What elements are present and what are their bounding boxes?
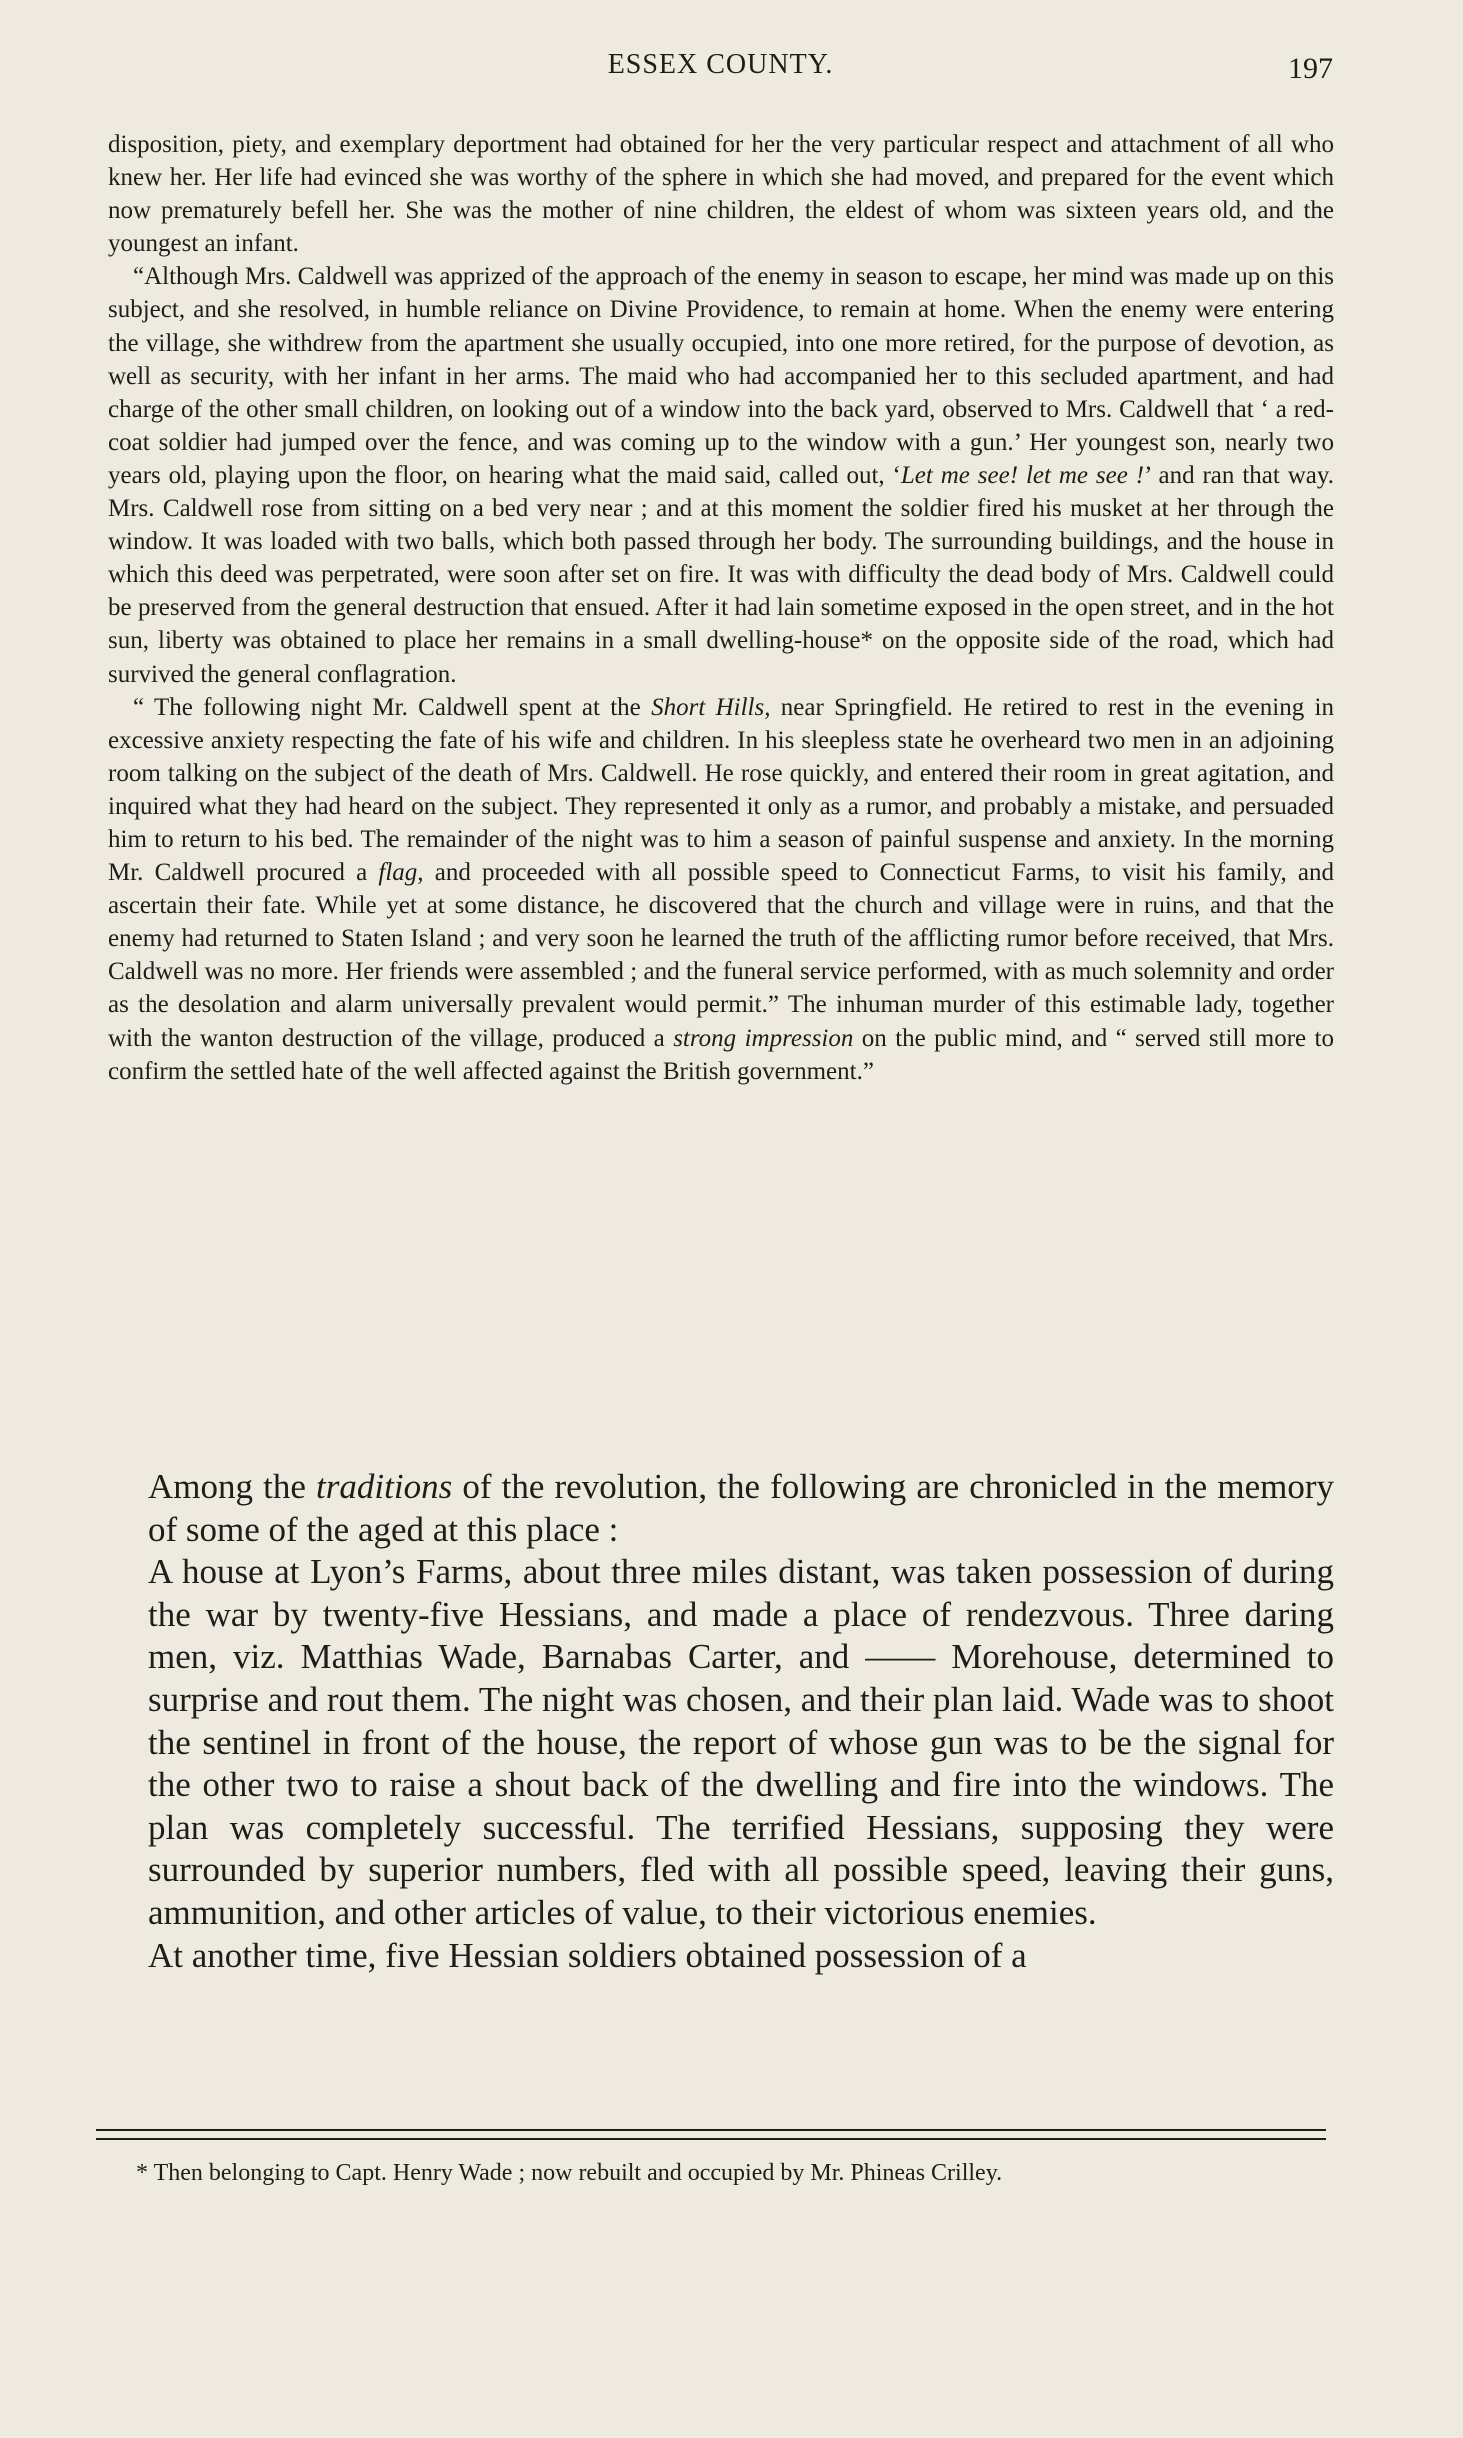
quote-paragraph-2-part-1: “Although Mrs. Caldwell was apprized of the approach of the enemy in season to escape, her mind was made up on this subject, and she resolved, in humble reliance on Divine Providence, to remain at home. When the enemy were entering the village, she withdrew from the apartment she usually occupied, into one more retired, for the purpose of devotion, as well as security, with her infant in her arms. The maid who had accompanied her to this secluded apartment, and had charge of the other small children, on looking out of a window into the back yard, observed to Mrs. Caldwell that ‘ a red-coat soldier had jumped over the fence, and was coming up to the window with a gun.’ Her youngest son, nearly two years old, playing upon the floor, on hearing what the maid said, called out, ‘ (108, 263, 1334, 489)
quote-paragraph-3-part-1: “ The following night Mr. Caldwell spent at the (133, 693, 652, 721)
main-paragraph-1-part-1: Among the (148, 1467, 317, 1506)
page-number: 197 (1288, 52, 1333, 85)
quoted-narrative (108, 128, 1334, 1451)
footnote-text: Then belonging to Capt. Henry Wade ; now rebuilt and occupied by Mr. Phineas Crilley. (148, 2160, 1003, 2186)
quote-paragraph-3-italic-3: strong impression (673, 1024, 854, 1052)
quote-paragraph-3-italic-1: Short Hills, (651, 693, 771, 721)
main-paragraph-1-italic: traditions (316, 1467, 453, 1506)
quote-paragraph-3-part-4: on the public mind, and “ served still more to confirm the settled hate of the well affected against the British government.” (108, 1024, 1334, 1085)
quote-paragraph-2 (108, 260, 1334, 690)
footnote-mark: * (136, 2160, 148, 2186)
main-narrative (148, 1466, 1334, 2076)
footnote-rule-top (96, 2129, 1326, 2131)
main-paragraph-1-part-2: of the revolution, the following are chronicled in the memory of some of the aged at this place : (148, 1467, 1334, 1549)
main-paragraph-1 (148, 1466, 1334, 1551)
quote-paragraph-3 (108, 691, 1334, 1088)
quote-paragraph-1-text: disposition, piety, and exemplary deportment had obtained for her the very particular respect and attachment of all who knew her. Her life had evinced she was worthy of the sphere in which she had moved, and prepared for the event which now prematurely befell her. She was the mother of nine children, the eldest of whom was sixteen years old, and the youngest an infant. (108, 131, 1334, 258)
quote-paragraph-3-part-3: and proceeded with all possible speed to Connecticut Farms, to visit his family, and ascertain their fate. While yet at some distance, he discovered that the church and village were in ruins, and that the enemy had returned to Staten Island ; and very soon he learned the truth of the afflicting rumor before received, that Mrs. Caldwell was no more. Her friends were assembled ; and the funeral service performed, with as much solemnity and order as the desolation and alarm universally prevalent would permit.” The inhuman murder of this estimable lady, together with the wanton destruction of the village, produced a (108, 859, 1334, 1052)
quote-paragraph-2-part-2: ’ and ran that way. Mrs. Caldwell rose from sitting on a bed very near ; and at this moment the soldier fired his musket at her through the window. It was loaded with two balls, which both passed through her body. The surrounding buildings, and the house in which this deed was perpetrated, were soon after set on fire. It was with difficulty the dead body of Mrs. Caldwell could be preserved from the general destruction that ensued. After it had lain sometime exposed in the open street, and in the hot sun, liberty was obtained to place her remains in a small dwelling-house* on the opposite side of the road, which had survived the general conflagration. (108, 461, 1334, 688)
footnote-rule-bottom (96, 2138, 1326, 2140)
quote-paragraph-3-part-2: near Springfield. He retired to rest in the evening in excessive anxiety respecting the fate of his wife and children. In his sleepless state he overheard two men in an adjoining room talking on the subject of the death of Mrs. Caldwell. He rose quickly, and entered their room in great agitation, and inquired what they had heard on the subject. They represented it only as a rumor, and probably a mistake, and persuaded him to return to his bed. The remainder of the night was to him a season of painful suspense and anxiety. In the morning Mr. Caldwell procured a (108, 693, 1334, 887)
main-paragraph-2 (148, 1551, 1334, 1934)
running-head: ESSEX COUNTY. (607, 49, 834, 80)
main-paragraph-3 (148, 1935, 1334, 1978)
footnote (108, 2155, 1334, 2192)
main-paragraph-3-text: At another time, five Hessian soldiers obtained possession of a (148, 1935, 1027, 1975)
page-header (108, 44, 1333, 94)
quote-paragraph-1 (108, 128, 1334, 260)
main-paragraph-2-text: A house at Lyon’s Farms, about three miles distant, was taken possession of during the war by twenty-five Hessians, and made a place of rendezvous. Three daring men, viz. Matthias Wade, Barnabas Carter, and —— Morehouse, determined to surprise and rout them. The night was chosen, and their plan laid. Wade was to shoot the sentinel in front of the house, the report of whose gun was to be the signal for the other two to raise a shout back of the dwelling and fire into the windows. The plan was completely successful. The terrified Hessians, supposing they were surrounded by superior numbers, fled with all possible speed, leaving their guns, ammunition, and other articles of value, to their victorious enemies. (148, 1552, 1334, 1932)
quote-paragraph-2-italic: Let me see! let me see ! (900, 461, 1145, 489)
quote-paragraph-3-italic-2: flag, (378, 859, 424, 887)
